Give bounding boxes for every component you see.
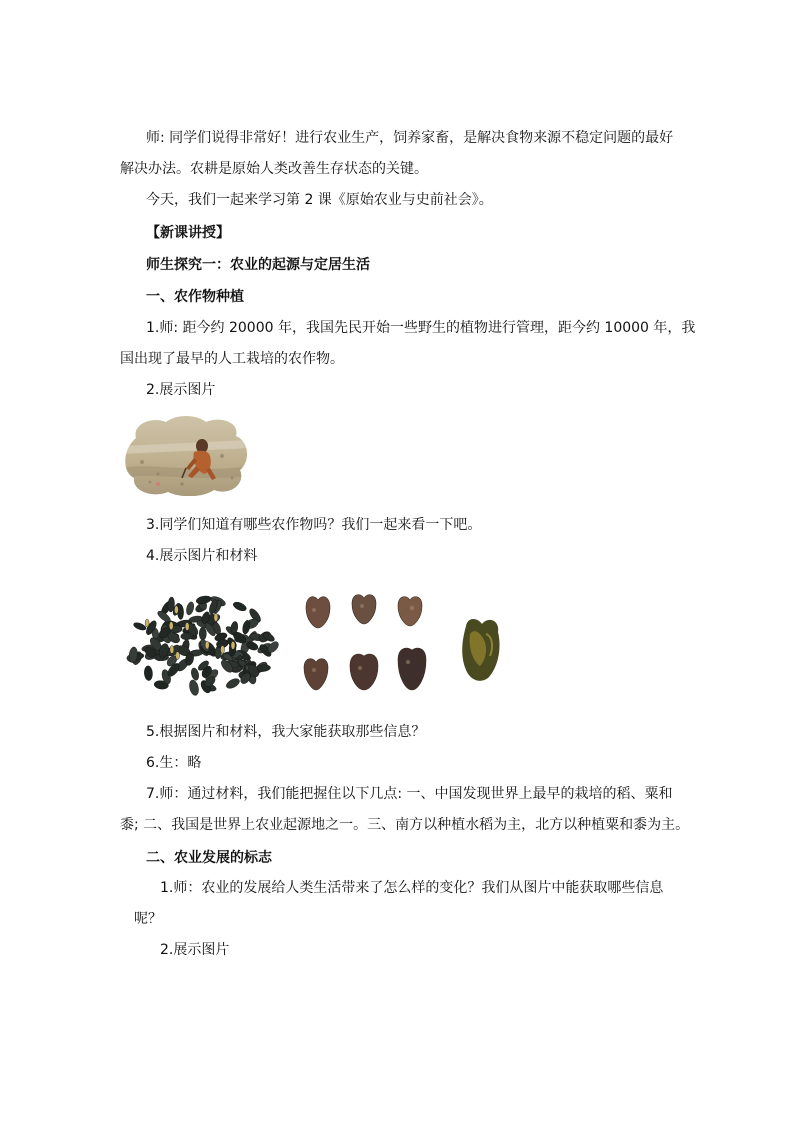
seed-grain: [188, 679, 200, 696]
grain-specimens-photo: [300, 590, 440, 698]
part1-item3: 3.同学们知道有哪些农作物吗？我们一起来看一下吧。: [146, 517, 482, 533]
part1-heading: 一、农作物种植: [146, 289, 244, 305]
seed-grain: [185, 601, 195, 616]
section-heading: 【新课讲授】: [146, 225, 230, 241]
part1-item2: 2.展示图片: [146, 382, 216, 398]
intro-line-1: 师: 同学们说得非常好！进行农业生产，饲养家畜，是解决食物来源不稳定问题的最好: [146, 130, 674, 146]
seed-grain: [221, 646, 225, 654]
seed-grain: [231, 641, 235, 649]
part1-item7-line2: 黍; 二、我国是世界上农业起源地之一。三、南方以种植水稻为主，北方以种植粟和黍为主。: [120, 817, 690, 833]
seed-grain: [174, 606, 178, 614]
seed-grain: [195, 595, 212, 605]
seed-grain: [144, 666, 153, 681]
part1-item1-line1: 1.师: 距今约 20000 年，我国先民开始一些野生的植物进行管理，距今约 10000 年，我: [146, 320, 696, 336]
part2-item2: 2.展示图片: [160, 942, 230, 958]
intro-line-2: 解决办法。农耕是原始人类改善生存状态的关键。: [120, 161, 428, 177]
part2-item1-line1: 1.师：农业的发展给人类生活带来了怎么样的变化？我们从图片中能获取哪些信息: [160, 880, 664, 896]
part1-item1-line2: 国出现了最早的人工栽培的农作物。: [120, 351, 344, 367]
seed-grain: [225, 677, 241, 691]
seed-grain: [169, 622, 173, 630]
farmer-planting-photo: [122, 416, 250, 496]
seed-grain: [133, 621, 147, 631]
seed-grain: [185, 623, 189, 631]
part2-heading: 二、农业发展的标志: [146, 850, 272, 866]
part1-item4: 4.展示图片和材料: [146, 548, 258, 564]
part1-item7-line1: 7.师：通过材料，我们能把握住以下几点: 一、中国发现世界上最早的栽培的稻、粟和: [146, 786, 673, 802]
seed-grain: [205, 641, 209, 649]
intro-line-3: 今天，我们一起来学习第 2 课《原始农业与史前社会》。: [146, 192, 493, 208]
seed-grain: [199, 627, 206, 640]
explore-heading: 师生探究一：农业的起源与定居生活: [146, 257, 370, 273]
seed-grain: [170, 646, 174, 654]
seed-grain: [176, 652, 180, 660]
part1-item6: 6.生：略: [146, 755, 202, 771]
seed-grain: [145, 619, 149, 627]
part2-item1-line2: 呢？: [134, 911, 162, 927]
seed-pile-photo: [124, 592, 280, 700]
seed-grain: [214, 613, 218, 621]
seed-grain: [232, 600, 248, 612]
single-grain-photo: [458, 614, 504, 684]
part1-item5: 5.根据图片和材料，我大家能获取那些信息？: [146, 724, 426, 740]
